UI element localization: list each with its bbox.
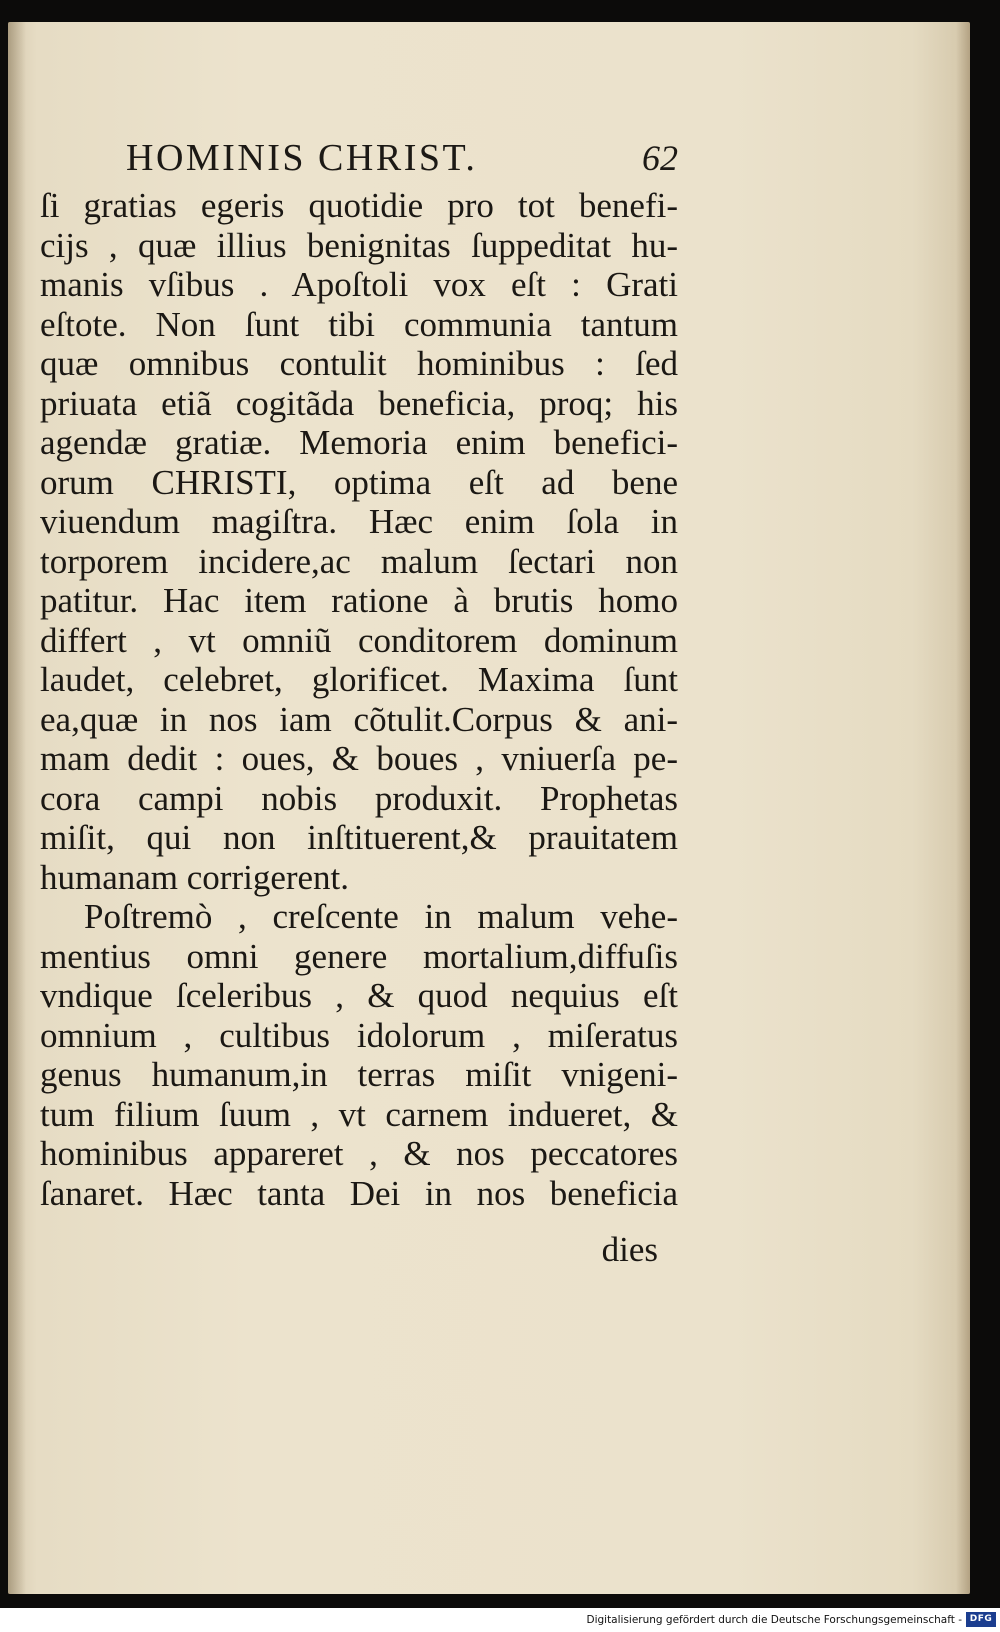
running-title: HOMINIS CHRIST. [126,137,478,179]
text-line: ſanaret. Hæc tanta Dei in nos beneficia [40,1173,678,1213]
text-line: torporem incidere,ac malum ſectari non [40,541,678,581]
text-line: hominibus appareret , & nos peccatores [40,1134,678,1173]
text-line: agendæ gratiæ. Memoria enim benefici- [40,423,678,462]
text-line: mentius omni genere mortalium,diffuſis [40,936,678,976]
text-line: mam dedit : oues, & boues , vniuerſa pe- [40,739,678,778]
text-line: quæ omnibus contulit hominibus : ſed [40,344,678,383]
text-line: ea,quæ in nos iam cõtulit.Corpus & ani- [40,699,678,739]
dfg-logo-icon: DFG [966,1612,996,1627]
text-line: patitur. Hac item ratione à brutis homo [40,581,678,620]
text-line: humanam corrigerent. [40,857,350,897]
text-line: miſit, qui non inſtituerent,& prauitatem [40,818,678,857]
text-line: laudet, celebret, glorificet. Maxima ſunt [40,660,678,699]
book-page [8,22,970,1594]
text-line: ſi gratias egeris quotidie pro tot benefi- [40,186,678,225]
text-line: manis vſibus . Apoſtoli vox eſt : Grati [40,265,678,304]
text-line: tum filium ſuum , vt carnem indueret, & [40,1094,678,1134]
text-line: cora campi nobis produxit. Prophetas [40,778,678,818]
text-line: vndique ſceleribus , & quod nequius eſt [40,976,678,1015]
digitization-footer [0,1608,1000,1632]
paragraph-start-line: Poſtremò , creſcente in malum vehe- [84,897,678,936]
text-line: cijs , quæ illius benignitas ſuppeditat hu- [40,225,678,265]
text-line: priuata etiã cogitãda beneficia, proq; his [40,383,678,423]
text-line: viuendum magiſtra. Hæc enim ſola in [40,502,678,541]
text-line: differt , vt omniũ conditorem dominum [40,620,678,660]
body-text [40,186,678,1213]
text-line: genus humanum,in terras miſit vnigeni- [40,1055,678,1094]
text-line: omnium , cultibus idolorum , miſeratus [40,1015,678,1055]
funding-credit: Digitalisierung gefördert durch die Deutsche Forschungsgemeinschaft - [586,1614,962,1626]
page-number: 62 [642,138,678,178]
page-header [126,134,686,182]
text-line: orum CHRISTI, optima eſt ad bene [40,462,678,502]
text-line: eſtote. Non ſunt tibi communia tantum [40,304,678,344]
catchword: dies [601,1230,658,1269]
